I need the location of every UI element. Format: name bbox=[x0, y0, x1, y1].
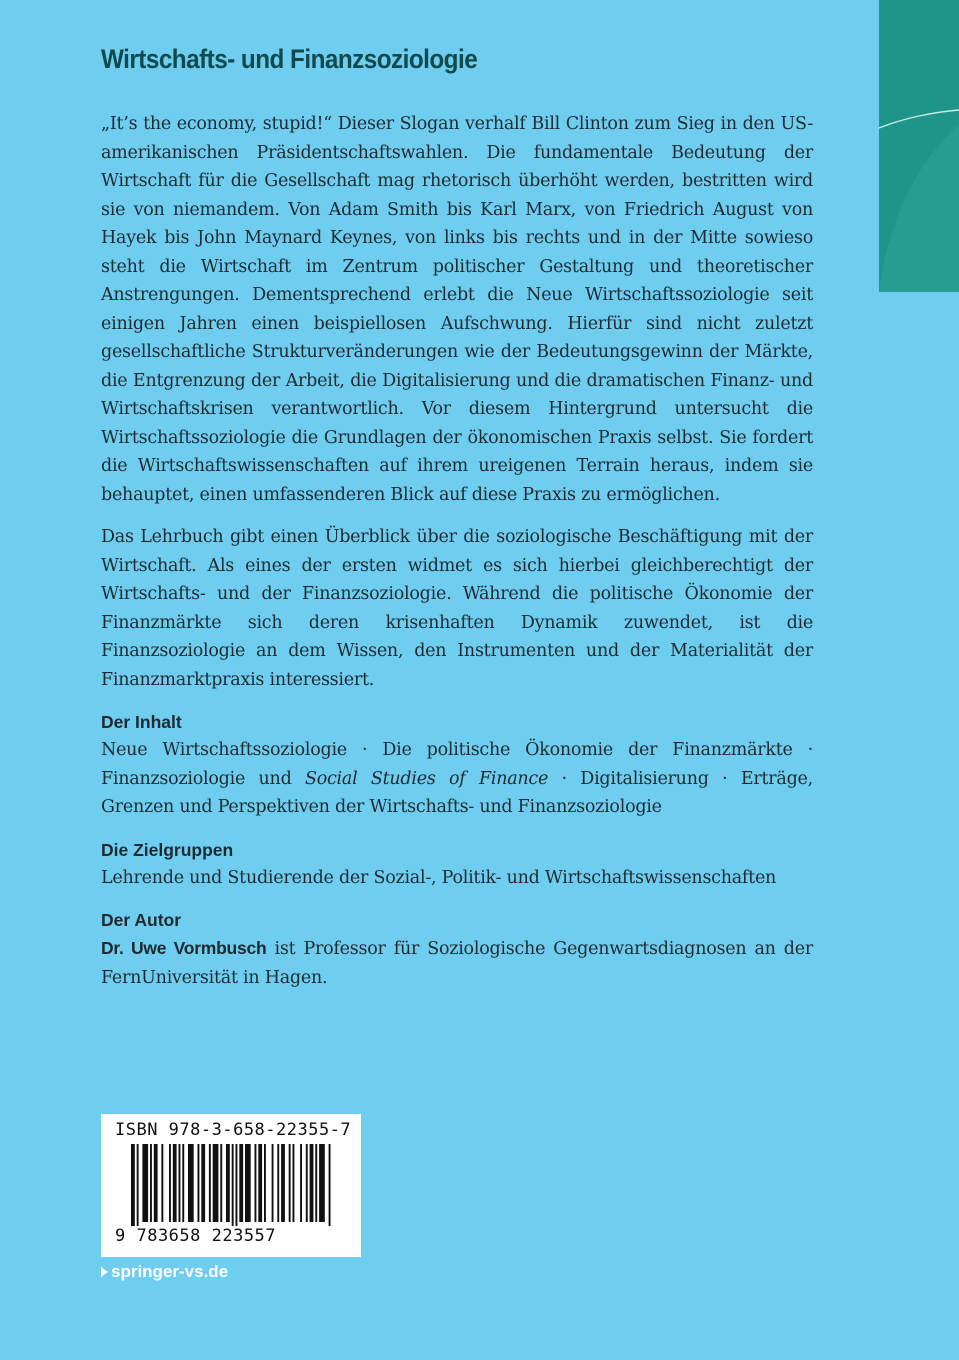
barcode-bar bbox=[188, 1144, 194, 1222]
back-cover-text bbox=[101, 110, 813, 992]
barcode-bar bbox=[306, 1144, 308, 1222]
swoosh-graphic bbox=[879, 0, 959, 292]
barcode-bar bbox=[226, 1144, 230, 1222]
intro-paragraph: „It’s the economy, stupid!“ Dieser Slogan verhalf Bill Clinton zum Sieg in den US-amerikanischen Präsidentschaftswahlen. Die fundamentale Bedeutung der Wirtschaft für die Gesellschaft mag rhetorisch überhöht werden, bestritten wird sie von niemandem. Von Adam Smith bis Karl Marx, von Friedrich August von Hayek bis John Maynard Keynes, von links bis rechts und in der Mitte sowieso steht die Wirtschaft im Zentrum politischer Gestaltung und theoretischer Anstrengungen. Dementsprechend erlebt die Neue Wirtschaftssoziologie seit einigen Jahren einen beispiellosen Aufschwung. Hierfür sind nicht zuletzt gesellschaftliche Strukturveränderungen wie der Bedeutungsgewinn der Märkte, die Entgrenzung der Arbeit, die Digitalisierung und die dramatischen Finanz- und Wirtschaftskrisen verantwortlich. Vor diesem Hintergrund untersucht die Wirtschaftssoziologie die Grundlagen der ökonomischen Praxis selbst. Sie fordert die Wirtschaftswissenschaften auf ihrem ureigenen Terrain heraus, indem sie behauptet, einen umfassenderen Blick auf diese Praxis zu ermöglichen. bbox=[101, 114, 813, 505]
barcode-bar bbox=[131, 1144, 135, 1226]
barcode-bar bbox=[319, 1144, 325, 1222]
autor-name: Dr. Uwe Vormbusch bbox=[101, 938, 267, 958]
autor-text bbox=[101, 934, 813, 992]
zielgruppen-heading: Die Zielgruppen bbox=[101, 839, 234, 860]
inhalt-heading: Der Inhalt bbox=[101, 712, 182, 732]
barcode-bar bbox=[201, 1144, 205, 1222]
corner-decoration bbox=[879, 0, 959, 292]
barcode-bar bbox=[310, 1144, 314, 1222]
barcode-bar bbox=[179, 1144, 181, 1222]
barcode-bar bbox=[258, 1144, 262, 1222]
barcode-bar bbox=[293, 1144, 295, 1222]
inhalt-text-part2: · Digitalisierung · Erträge, Grenzen und Perspektiven der Wirtschafts- und Finanzsoziologie bbox=[101, 768, 813, 817]
barcode-bar bbox=[255, 1144, 257, 1222]
barcode-bar bbox=[154, 1144, 158, 1222]
barcode-bar bbox=[232, 1144, 234, 1226]
barcode-bar bbox=[182, 1144, 184, 1222]
autor-description: ist Professor für Soziologische Gegenwartsdiagnosen an der FernUniversität in Hagen. bbox=[101, 939, 813, 988]
barcode-bar bbox=[169, 1144, 171, 1222]
barcode-bar bbox=[150, 1144, 152, 1222]
publisher-link[interactable] bbox=[101, 1262, 228, 1282]
isbn-barcode bbox=[101, 1114, 361, 1257]
barcode-bar bbox=[277, 1144, 279, 1222]
barcode-bar bbox=[300, 1144, 302, 1222]
lehrbuch-paragraph: Das Lehrbuch gibt einen Überblick über die soziologische Beschäftigung mit der Wirtschaft. Als eines der ersten widmet es sich hierbei gleichberechtigt der Wirtschafts- und der Finanzsoziologie. Während die politische Ökonomie der Finanzmärkte sich deren krisenhaften Dynamik zuwendet, ist die Finanzsoziologie an dem Wissen, den Instrumenten und der Materialität der Finanzmarktpraxis interessiert. bbox=[101, 527, 813, 690]
barcode-bar bbox=[198, 1144, 200, 1222]
barcode-bar bbox=[213, 1144, 219, 1222]
autor-heading: Der Autor bbox=[101, 910, 182, 930]
barcode-bar bbox=[236, 1144, 238, 1226]
inhalt-text-part1: Neue Wirtschaftssoziologie · Die politische Ökonomie der Finanzmärkte · Finanzsoziologie und bbox=[101, 740, 813, 789]
barcode-bar bbox=[264, 1144, 266, 1222]
inhalt-text-italic: Social Studies of Finance bbox=[304, 768, 549, 789]
isbn-label: ISBN 978-3-658-22355-7 bbox=[115, 1120, 352, 1140]
barcode-bar bbox=[220, 1144, 222, 1222]
inhalt-text bbox=[101, 736, 813, 822]
barcode-bar bbox=[161, 1144, 163, 1222]
barcode-bar bbox=[329, 1144, 331, 1226]
publisher-url: springer-vs.de bbox=[111, 1262, 229, 1281]
barcode-bar bbox=[209, 1144, 211, 1222]
barcode-bar bbox=[272, 1144, 274, 1222]
zielgruppen-text: Lehrende und Studierende der Sozial-, Politik- und Wirtschaftswissenschaften bbox=[101, 867, 777, 888]
page-title: Wirtschafts- und Finanzsoziologie bbox=[101, 44, 478, 74]
barcode-bar bbox=[281, 1144, 285, 1222]
barcode-bar bbox=[137, 1144, 139, 1226]
barcode-bar bbox=[239, 1144, 243, 1222]
barcode-bar bbox=[315, 1144, 317, 1222]
barcode-bar bbox=[245, 1144, 251, 1222]
barcode-bar bbox=[289, 1144, 291, 1222]
barcode-bars bbox=[131, 1144, 331, 1226]
barcode-digits: 9 783658 223557 bbox=[115, 1226, 277, 1246]
barcode-bar bbox=[142, 1144, 148, 1222]
arrow-right-icon bbox=[101, 1267, 108, 1277]
barcode-bar bbox=[173, 1144, 177, 1222]
